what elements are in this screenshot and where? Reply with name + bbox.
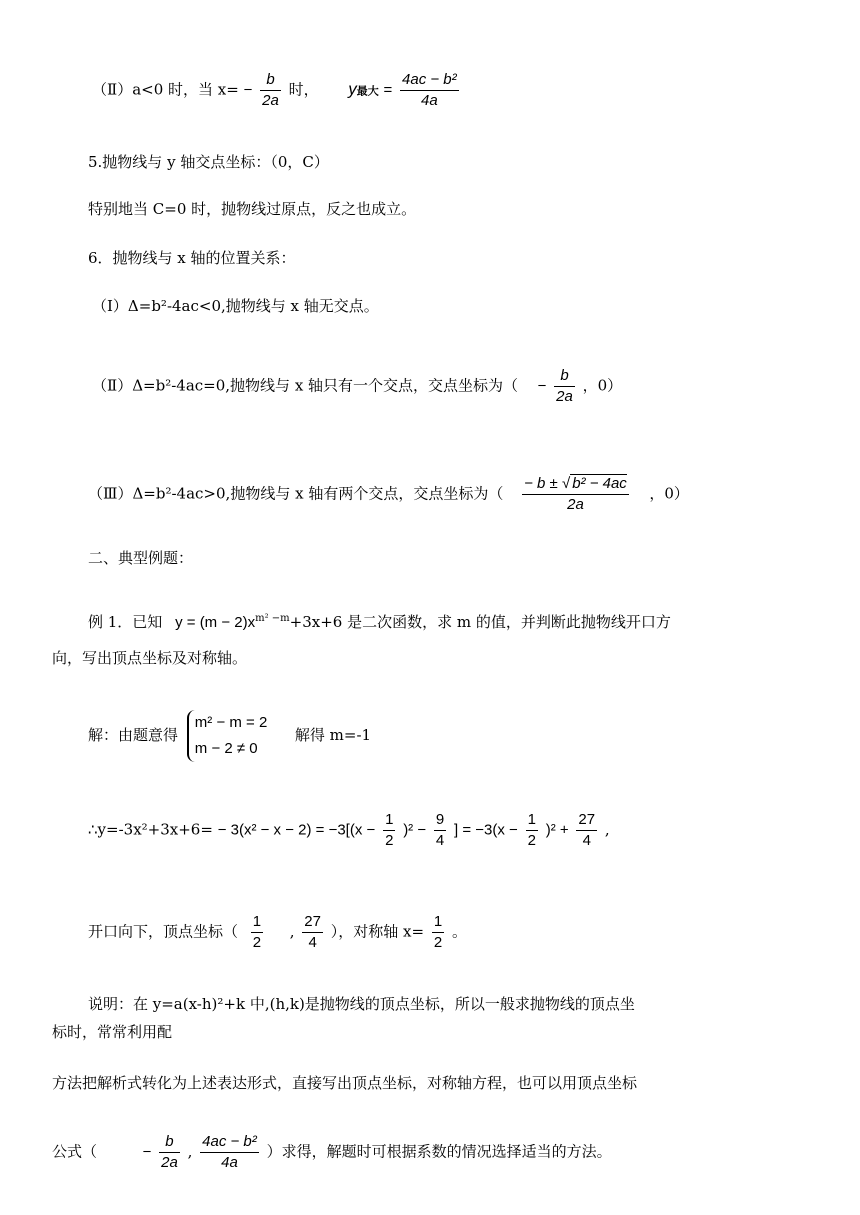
solution-line xyxy=(88,710,371,762)
fraction-denominator: 4 xyxy=(435,832,445,849)
note-line3: 方法把解析式转化为上述表达形式，直接写出顶点坐标，对称轴方程，也可以用顶点坐标 xyxy=(52,1074,638,1092)
minus-sign: − xyxy=(243,81,253,99)
fraction-numerator: b xyxy=(260,70,281,91)
vertex-y-formula xyxy=(200,1132,259,1173)
note-line2: 标时，常常利用配 xyxy=(52,1023,173,1041)
minus-sign: − xyxy=(537,377,547,395)
item6-case3 xyxy=(88,474,689,515)
fraction-denominator: 4 xyxy=(308,934,317,951)
fraction-numerator: b xyxy=(554,366,575,387)
vertex-line xyxy=(88,912,467,953)
case2-text: （Ⅱ）Δ=b²-4ac=0,抛物线与 x 轴只有一个交点，交点坐标为（ xyxy=(92,376,519,395)
fraction-denominator: 4a xyxy=(221,1154,238,1171)
fraction-denominator: 2a xyxy=(567,496,584,513)
fraction-denominator: 2 xyxy=(527,832,536,849)
vertex-lead: 开口向下，顶点坐标（ xyxy=(88,922,239,941)
function-expression: y = (m − 2)x xyxy=(175,614,256,631)
item6-case1: （Ⅰ）Δ=b²-4ac<0,抛物线与 x 轴无交点。 xyxy=(92,297,379,315)
fraction-numerator: 1 xyxy=(251,912,263,933)
vertex-comma: , xyxy=(289,922,295,941)
case3-text: （Ⅲ）Δ=b²-4ac>0,抛物线与 x 轴有两个交点，交点坐标为（ xyxy=(88,484,504,503)
fraction-denominator: 2 xyxy=(433,934,443,951)
fraction-denominator: 2a xyxy=(556,388,573,405)
minus-sign: − xyxy=(142,1143,152,1161)
case-after-text: 时， xyxy=(288,80,319,99)
fraction-numerator: 27 xyxy=(576,810,597,831)
y-max-symbol: y xyxy=(348,79,357,99)
vertex-x-formula xyxy=(159,1132,180,1173)
item5-title: 5.抛物线与 y 轴交点坐标：（0，C） xyxy=(88,153,329,171)
expand-part2: )² − xyxy=(403,821,427,839)
formula-comma: , xyxy=(187,1142,193,1161)
expand-part1: − 3(x² − x − 2) = −3[(x − xyxy=(217,821,376,839)
function-exponent: m² −m xyxy=(255,613,290,624)
twentyseven-quarters-fraction xyxy=(576,810,597,851)
case-a-negative-line xyxy=(92,70,462,111)
nine-quarters-fraction xyxy=(434,810,446,851)
vertex-y-fraction xyxy=(302,912,323,953)
fraction-numerator: 1 xyxy=(383,810,395,831)
case2-tail: ，0） xyxy=(582,376,623,395)
note-line4 xyxy=(52,1132,612,1173)
formula-tail: ）求得，解题时可根据系数的情况选择适当的方法。 xyxy=(266,1142,612,1161)
solution-lead: 解：由题意得 xyxy=(88,726,179,744)
case-label: （Ⅱ）a<0 时，当 x= xyxy=(92,80,239,99)
fraction-numerator: − b ± √ b² − 4ac xyxy=(522,474,629,495)
note-line1: 说明：在 y=a(x-h)²+k 中,(h,k)是抛物线的顶点坐标，所以一般求抛物线的顶点坐 xyxy=(88,995,635,1013)
y-max-fraction xyxy=(400,70,459,111)
half-fraction-2 xyxy=(526,810,538,851)
vertex-x-fraction xyxy=(251,912,263,953)
solution-result: 解得 m=-1 xyxy=(294,726,372,744)
item6-case2 xyxy=(92,366,622,407)
fraction-denominator: 2a xyxy=(262,92,279,109)
case2-fraction xyxy=(554,366,575,407)
item6-title: 6．抛物线与 x 轴的位置关系： xyxy=(88,249,296,267)
example-lead: 例 1．已知 xyxy=(88,613,163,631)
numerator-prefix: − b ± xyxy=(524,475,562,492)
item5-note: 特别地当 C=0 时，抛物线过原点，反之也成立。 xyxy=(88,200,417,218)
fraction-numerator: 4ac − b² xyxy=(400,70,459,91)
fraction-denominator: 2 xyxy=(385,832,394,849)
axis-fraction xyxy=(432,912,444,953)
expand-part3: ] = −3(x − xyxy=(454,821,518,839)
example1-line1 xyxy=(88,612,671,633)
fraction-denominator: 4a xyxy=(421,92,438,109)
sqrt-radicand: b² − 4ac xyxy=(572,475,627,492)
formula-lead: 公式（ xyxy=(52,1142,98,1161)
case3-tail: ，0） xyxy=(649,484,689,503)
fraction-numerator: 1 xyxy=(432,912,444,933)
equation-system xyxy=(187,710,268,762)
fraction-numerator: 1 xyxy=(526,810,538,831)
vertex-end: 。 xyxy=(451,922,467,941)
case3-fraction xyxy=(522,474,629,515)
fraction-numerator: 4ac − b² xyxy=(200,1132,259,1153)
half-fraction xyxy=(383,810,395,851)
vertex-mid: ），对称轴 x= xyxy=(330,922,425,941)
expand-part4: )² + xyxy=(545,821,569,839)
fraction-denominator: 2 xyxy=(252,934,262,951)
therefore-lead: ∴y=-3x²+3x+6= xyxy=(88,820,213,839)
expand-tail: , xyxy=(604,820,610,839)
system-equation-1: m² − m = 2 xyxy=(194,714,268,731)
fraction-denominator: 2a xyxy=(161,1154,178,1171)
example1-line2: 向，写出顶点坐标及对称轴。 xyxy=(52,649,248,667)
y-max-subscript: 最大 xyxy=(356,84,379,98)
fraction-numerator: 27 xyxy=(302,912,323,933)
fraction-denominator: 4 xyxy=(582,832,591,849)
fraction-numerator: b xyxy=(159,1132,180,1153)
therefore-line xyxy=(88,810,610,851)
equals-sign: = xyxy=(383,81,393,99)
example-rest: +3x+6 是二次函数，求 m 的值，并判断此抛物线开口方 xyxy=(289,613,671,631)
system-equation-2: m − 2 ≠ 0 xyxy=(194,740,258,757)
section2-heading: 二、典型例题： xyxy=(88,549,194,567)
fraction-numerator: 9 xyxy=(434,810,446,831)
vertex-x-fraction xyxy=(260,70,281,111)
